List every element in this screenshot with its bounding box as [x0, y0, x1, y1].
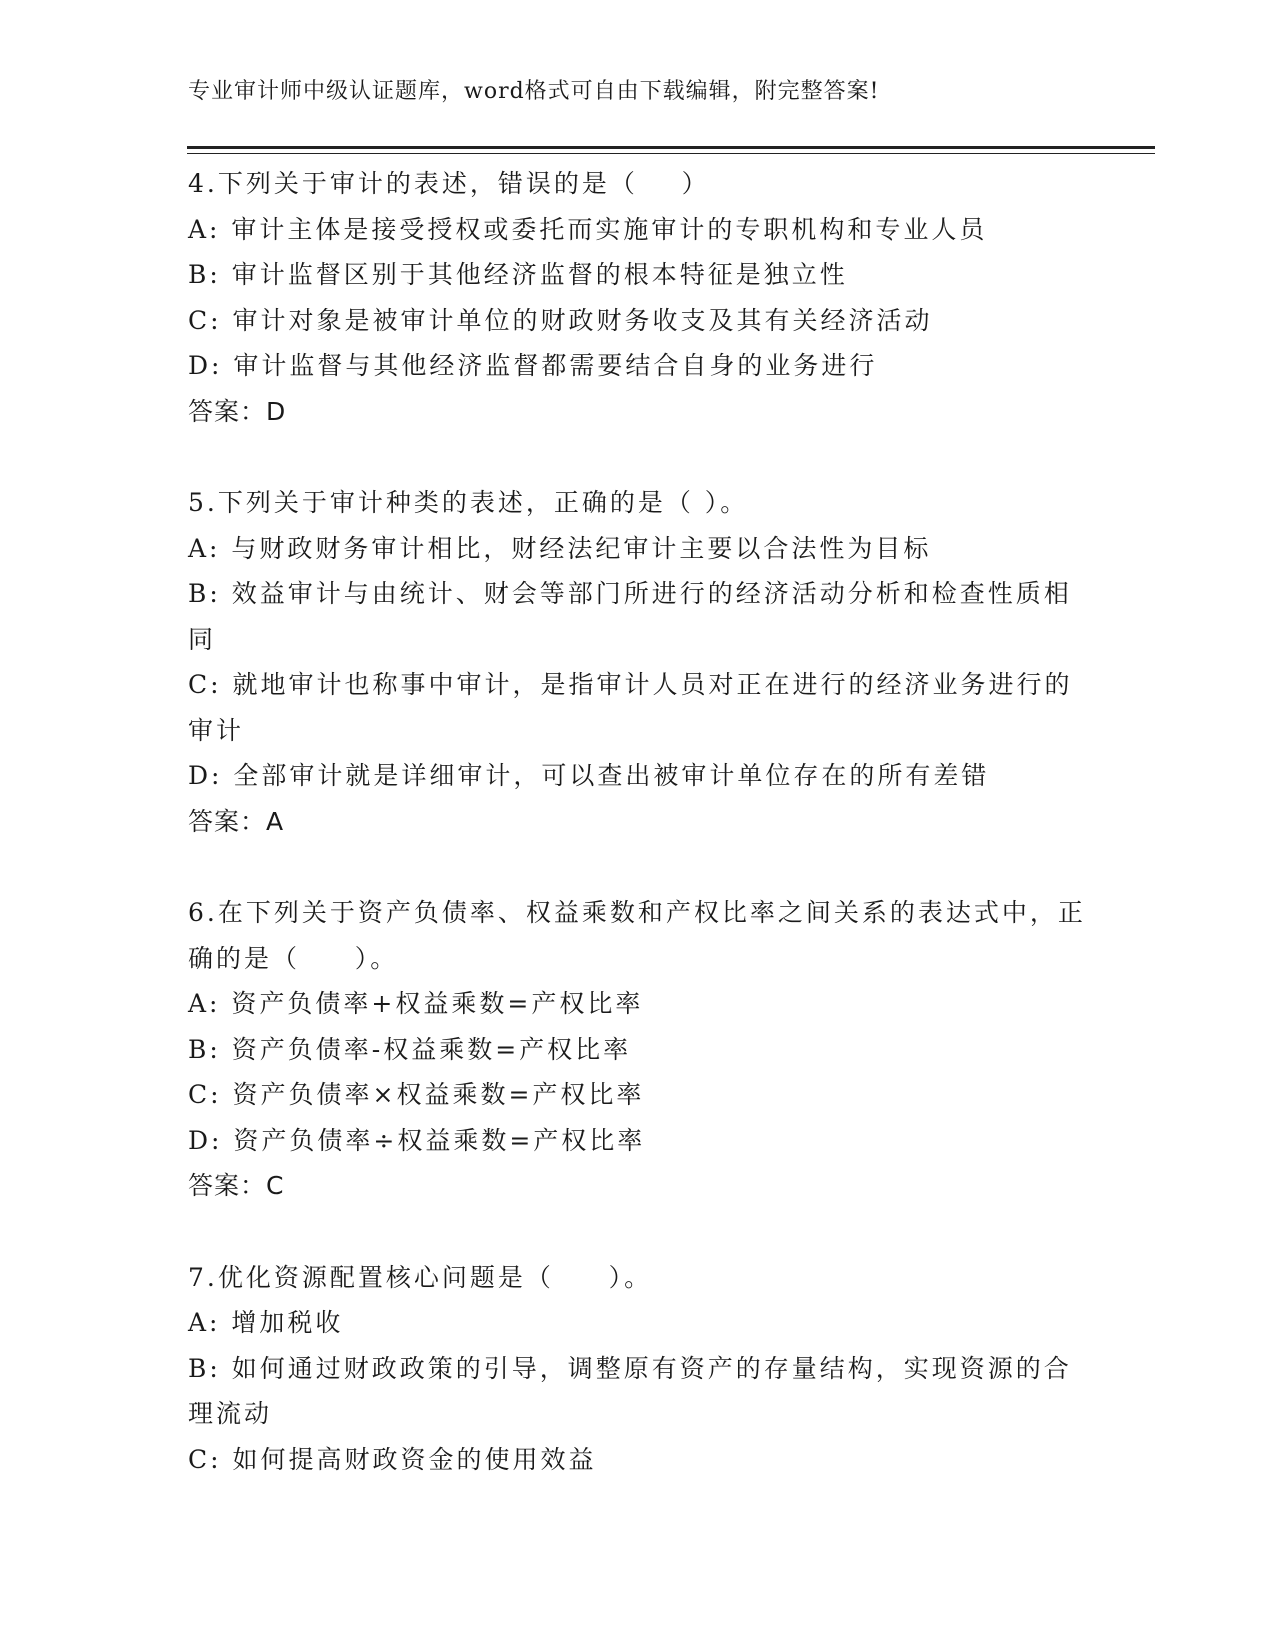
- question-stem: 4.下列关于审计的表述，错误的是（ ）: [188, 169, 710, 198]
- option-d: D: 审计监督与其他经济监督都需要结合自身的业务进行: [188, 351, 878, 380]
- option-c: C: 如何提高财政资金的使用效益: [188, 1444, 597, 1474]
- option-c: C: 资产负债率×权益乘数=产权比率: [188, 1080, 645, 1109]
- question-7: [188, 1255, 1088, 1483]
- option-a: A: 增加税收: [188, 1308, 344, 1337]
- option-d: D: 资产负债率÷权益乘数=产权比率: [188, 1125, 646, 1155]
- question-5: [188, 480, 1088, 844]
- option-a: A: 与财政财务审计相比，财经法纪审计主要以合法性为目标: [188, 533, 932, 563]
- option-a: A: 资产负债率+权益乘数=产权比率: [188, 989, 644, 1018]
- option-b: B: 如何通过财政政策的引导，调整原有资产的存量结构，实现资源的合理流动: [188, 1353, 1072, 1428]
- option-b: B: 审计监督区别于其他经济监督的根本特征是独立性: [188, 260, 848, 289]
- option-c: C: 审计对象是被审计单位的财政财务收支及其有关经济活动: [188, 305, 933, 335]
- answer: 答案：A: [188, 806, 285, 836]
- header-rule-thin: [187, 153, 1155, 154]
- option-d: D: 全部审计就是详细审计，可以查出被审计单位存在的所有差错: [188, 761, 990, 790]
- option-b: B: 资产负债率-权益乘数=产权比率: [188, 1034, 632, 1064]
- page-header: 专业审计师中级认证题库，word格式可自由下载编辑，附完整答案!: [188, 79, 880, 104]
- option-b: B: 效益审计与由统计、财会等部门所进行的经济活动分析和检查性质相同: [188, 579, 1072, 654]
- question-stem: 6.在下列关于资产负债率、权益乘数和产权比率之间关系的表达式中，正确的是（ ）。: [188, 898, 1086, 973]
- question-4: [188, 161, 1088, 434]
- question-stem: 7.优化资源配置核心问题是（ ）。: [188, 1262, 653, 1292]
- answer: 答案：D: [188, 396, 287, 426]
- option-c: C: 就地审计也称事中审计，是指审计人员对正在进行的经济业务进行的审计: [188, 670, 1073, 745]
- header-rule-thick: [187, 146, 1155, 149]
- question-list: [188, 161, 1088, 1528]
- question-stem: 5.下列关于审计种类的表述，正确的是（ ）。: [188, 488, 749, 517]
- option-a: A: 审计主体是接受授权或委托而实施审计的专职机构和专业人员: [188, 214, 988, 244]
- question-6: [188, 890, 1088, 1209]
- answer: 答案：C: [188, 1171, 285, 1200]
